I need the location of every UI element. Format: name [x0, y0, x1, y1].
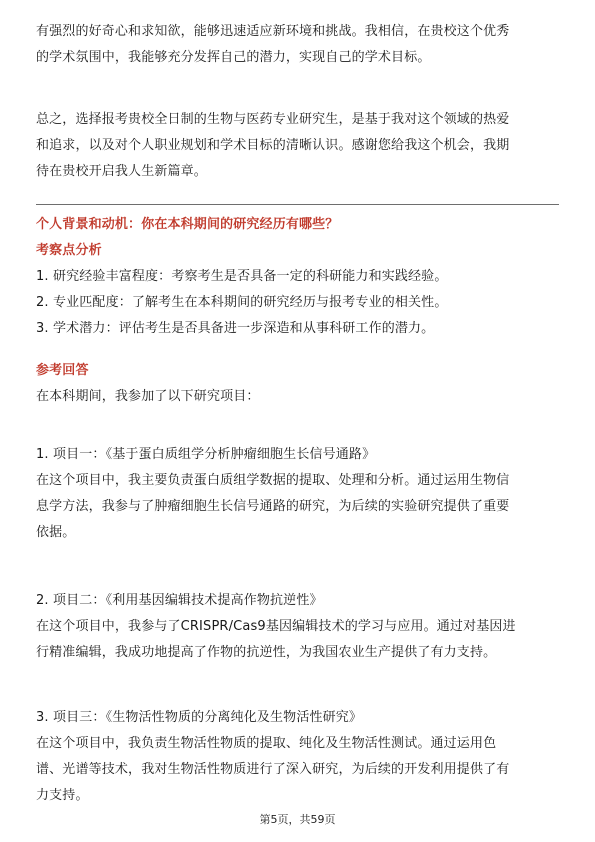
- project-title: 1. 项目一：《基于蛋白质组学分析肿瘤细胞生长信号通路》: [36, 447, 376, 462]
- question-title: 个人背景和动机：你在本科期间的研究经历有哪些？: [36, 217, 339, 232]
- project-title: 3. 项目三：《生物活性物质的分离纯化及生物活性研究》: [36, 710, 363, 725]
- intro-paragraph-1: [36, 19, 564, 71]
- text-line: 息学方法，我参与了肿瘤细胞生长信号通路的研究，为后续的实验研究提供了重要: [36, 499, 510, 514]
- intro-paragraph-2: [36, 107, 564, 185]
- section-divider: [36, 204, 559, 205]
- text-line: 有强烈的好奇心和求知欲，能够迅速适应新环境和挑战。我相信，在贵校这个优秀: [36, 24, 510, 39]
- analysis-heading: 考察点分析: [36, 243, 102, 258]
- text-line: 力支持。: [36, 788, 89, 803]
- text-line: 在这个项目中，我参与了CRISPR/Cas9基因编辑技术的学习与应用。通过对基因进: [36, 619, 516, 634]
- text-line: 待在贵校开启我人生新篇章。: [36, 164, 207, 179]
- text-line: 在这个项目中，我负责生物活性物质的提取、纯化及生物活性测试。通过运用色: [36, 736, 497, 751]
- page-number: 第5页，共59页: [259, 813, 336, 826]
- text-line: 谱、光谱等技术，我对生物活性物质进行了深入研究，为后续的开发利用提供了有: [36, 762, 510, 777]
- text-line: 的学术氛围中，我能够充分发挥自己的潜力，实现自己的学术目标。: [36, 50, 431, 65]
- text-line: 总之，选择报考贵校全日制的生物与医药专业研究生，是基于我对这个领域的热爱: [36, 112, 510, 127]
- text-line: 依据。: [36, 525, 76, 540]
- project-title: 2. 项目二：《利用基因编辑技术提高作物抗逆性》: [36, 593, 323, 608]
- text-line: 行精准编辑，我成功地提高了作物的抗逆性，为我国农业生产提供了有力支持。: [36, 645, 497, 660]
- project-2: [36, 588, 564, 666]
- analysis-point: 1. 研究经验丰富程度：考察考生是否具备一定的科研能力和实践经验。: [36, 269, 448, 284]
- project-3: [36, 705, 564, 809]
- analysis-point: 2. 专业匹配度：了解考生在本科期间的研究经历与报考专业的相关性。: [36, 295, 448, 310]
- analysis-point: 3. 学术潜力：评估考生是否具备进一步深造和从事科研工作的潜力。: [36, 321, 435, 336]
- text-line: 和追求，以及对个人职业规划和学术目标的清晰认识。感谢您给我这个机会，我期: [36, 138, 510, 153]
- answer-heading: 参考回答: [36, 363, 89, 378]
- project-1: [36, 442, 564, 546]
- question-section: [36, 212, 564, 342]
- text-line: 在这个项目中，我主要负责蛋白质组学数据的提取、处理和分析。通过运用生物信: [36, 473, 510, 488]
- answer-section: [36, 358, 564, 410]
- answer-intro: 在本科期间，我参加了以下研究项目：: [36, 389, 260, 404]
